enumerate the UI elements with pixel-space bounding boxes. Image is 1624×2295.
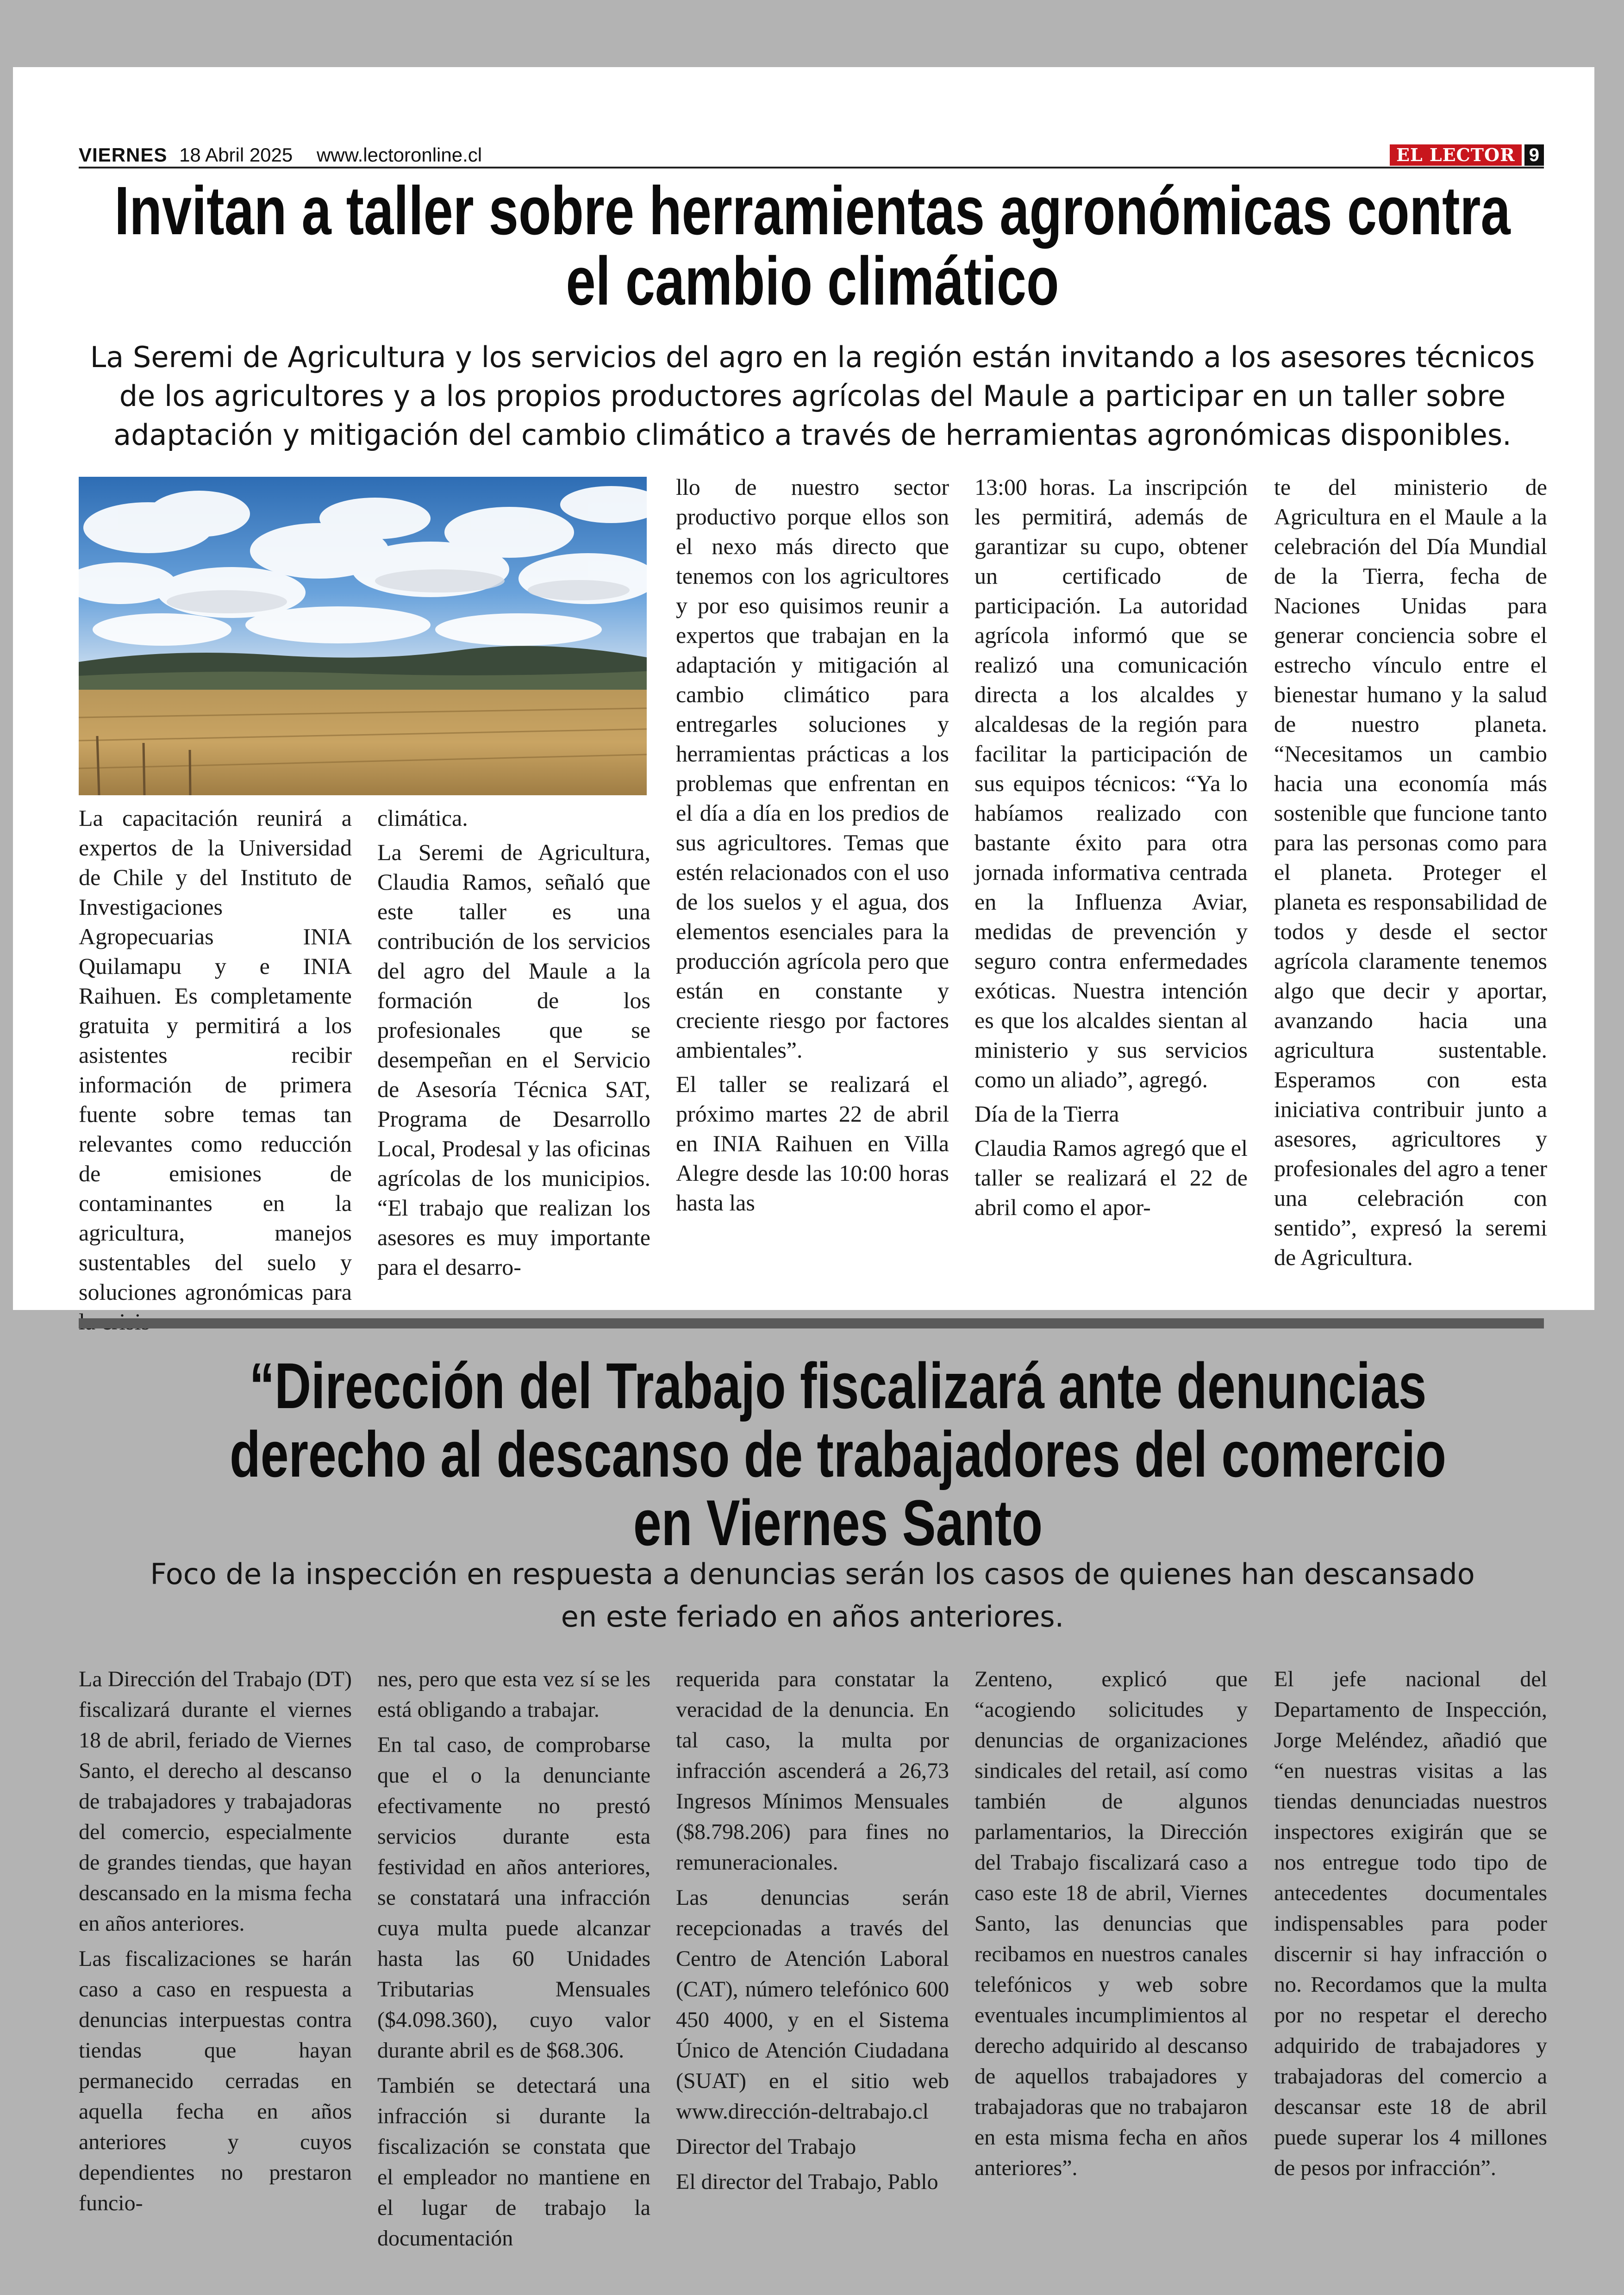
article1-headline — [72, 173, 1553, 319]
newspaper-logo — [1390, 144, 1544, 166]
article2-col3 — [676, 1664, 949, 2197]
article1-col1-para1: La capacitación reunirá a expertos de la Universidad de Chile y del Instituto de Investigaciones Agropecuarias INIA Quilamapu y e INIA Raihuen. Es completamente gratuita y permitirá a los asistentes recibir información de primera fuente sobre temas tan relevantes como reducción de emisiones de contaminantes en la agricultura, manejos sustentables del suelo y soluciones agronómicas para — [79, 805, 352, 1305]
article2-col1-para1: La Dirección del Trabajo (DT) fiscalizará durante el viernes 18 de abril, feriado de Viernes Santo, el derecho al descanso de trabajadores y trabajadoras del comercio, especialmente de grandes tiendas, que hayan descansado en la misma fecha en años anteriores. — [79, 1667, 352, 1936]
article2-headline — [152, 1349, 1524, 1559]
page-folio — [79, 143, 1544, 168]
article1-headline-line2: el cambio climático — [566, 243, 1059, 319]
article1-col3-para1: llo de nuestro sector productivo porque ellos son el nexo más directo que tenemos con los agricultores y por eso quisimos reunir a expertos que trabajan en la adaptación y mitigación al cambio climático para entregarles soluciones y herramientas prácticas a los problemas que enfrentan en el día a día en los predios de sus agricultores. Temas que estén relacionados con el uso de los suelos y el agua, dos elementos esenciales para la producción agrícola pero que están en constante y creciente riesgo por factores ambientales”. — [676, 474, 949, 1063]
article2-headline-line2: derecho al descanso de trabajadores del comercio — [230, 1418, 1446, 1491]
farmland-landscape-image — [79, 477, 647, 795]
article2-col5-para1: El jefe nacional del Departamento de Inspección, Jorge Meléndez, añadió que “en nuestras visitas a las tiendas denunciadas nuestros inspectores exigirán que se nos entregue todo tipo de antecedentes documentales indispensables para poder discernir si hay infracción o no. Recordamos que la multa por no respetar el derecho adquirido de trabajadores y trabajadoras del comercio a descansar este 18 de abril puede superar los 4 millones de pesos por infracción”. — [1274, 1667, 1547, 2180]
article2-col1-para2: Las fiscalizaciones se harán caso a caso en respuesta a denuncias interpuestas contra tiendas que hayan permanecido cerradas en aquella fecha en años anteriores y cuyos dependientes no prestaron funcio- — [79, 1946, 352, 2215]
article2-col3-para3: El director del Trabajo, Pablo — [676, 2170, 938, 2194]
article2-col1 — [79, 1664, 352, 2219]
article2-col3-subhead: Director del Trabajo — [676, 2134, 856, 2159]
section-divider — [79, 1318, 1544, 1328]
article1-col4-subhead: Día de la Tierra — [974, 1101, 1119, 1127]
page-number: 9 — [1524, 144, 1544, 166]
article1-col3 — [676, 472, 949, 1217]
article1-col4-para1: 13:00 horas. La inscripción les permitirá, además de garantizar su cupo, obtener un certificado de participación. La autoridad agrícola informó que se realizó una comunicación directa a los alcaldes y alcaldesas de la región para facilitar la participación de sus equipos técnicos: “Ya lo habíamos realizado con bastante éxito para otra jornada informativa centrada en la Influenza Aviar, medidas de prevención y seguro contra enfermedades exóticas. Nuestra intención es que los alcaldes sientan al ministerio y sus servicios como un aliado”, agregó. — [974, 474, 1248, 1092]
brand-name: EL LECTOR — [1390, 144, 1522, 166]
article1-col3-para2: El taller se realizará el próximo martes 22 de abril en INIA Raihuen en Villa Alegre desde las 10:00 horas hasta las — [676, 1071, 949, 1216]
article2-col2-para1: nes, pero que esta vez sí se les está obligando a trabajar. — [377, 1667, 650, 1722]
article2-headline-line1: “Dirección del Trabajo fiscalizará ante denuncias — [249, 1349, 1427, 1422]
article1-col4 — [974, 472, 1248, 1222]
article1-col1 — [79, 803, 352, 1336]
article2-col4-para1: Zenteno, explicó que “acogiendo solicitudes y denuncias de organizaciones sindicales del retail, así como también de algunos parlamentarios, la Dirección del Trabajo fiscalizará caso a caso este 18 de abril, Viernes Santo, las denuncias que recibamos en nuestros canales telefónicos y web sobre eventuales incumplimientos al derecho adquirido al descanso de aquellos trabajadores y trabajadoras que no trabajaron en esta misma fecha en años anteriores”. — [974, 1667, 1248, 2180]
article1-col5 — [1274, 472, 1547, 1272]
article1-col4-para2: Claudia Ramos agregó que el taller se realizará el 22 de abril como el apor- — [974, 1135, 1248, 1220]
article2-col5 — [1274, 1664, 1547, 2183]
article2-col4 — [974, 1664, 1248, 2183]
article1-col5-para1: te del ministerio de Agricultura en el Maule a la celebración del Día Mundial de la Tierra, fecha de Naciones Unidas para generar conciencia sobre el estrecho vínculo entre el bienestar humano y la salud de nuestro planeta. “Necesitamos un cambio hacia una economía más sostenible que funcione tanto para las personas como para el planeta. Proteger el planeta es responsabilidad de todos y desde el sector agrícola claramente tenemos algo que decir y aportar, avanzando hacia una agricultura sustentable. Esperamos con esta iniciativa contribuir junto a asesores, agricultores y profesionales del agro a tener una celebración con sentido”, expresó la seremi de Agricultura. — [1274, 474, 1547, 1270]
folio-day: VIERNES — [79, 144, 168, 166]
article1-col2-para1: climática. — [377, 805, 468, 831]
article2-col2 — [377, 1664, 650, 2254]
article2-col3-para1: requerida para constatar la veracidad de la denuncia. En tal caso, la multa por infracción ascenderá a 26,73 Ingresos Mínimos Mensuales ($8.798.206) para fines no remuneracionales. — [676, 1667, 949, 1875]
article2-col3-para2: Las denuncias serán recepcionadas a través del Centro de Atención Laboral (CAT), número telefónico 600 450 4000, y en el Sistema Único de Atención Ciudadana (SUAT) en el sitio web www.dirección-deltrabajo.cl — [676, 1885, 949, 2124]
article2-deck: Foco de la inspección en respuesta a denuncias serán los casos de quienes han descansado en este feriado en años anteriores. — [150, 1557, 1475, 1634]
article2-col2-para3: También se detectará una infracción si durante la fiscalización se constata que el empleador no mantiene en el lugar de trabajo la documentación — [377, 2073, 650, 2251]
article2-col2-para2: En tal caso, de comprobarse que el o la denunciante efectivamente no prestó servicios durante esta festividad en años anteriores, se constatará una infracción cuya multa puede alcanzar hasta las 60 Unidades Tributarias Mensuales ($4.098.360), cuyo valor durante abril es de $68.306. — [377, 1733, 650, 2063]
article2-headline-line3: en Viernes Santo — [633, 1486, 1043, 1559]
folio-date: 18 Abril 2025 — [179, 144, 293, 166]
article1-deck: La Seremi de Agricultura y los servicios del agro en la región están invitando a los asesores técnicos de los agricultores y a los propios productores agrícolas del Maule a participar en un taller sobre adaptación y mitigación del cambio climático a través de herramientas agronómicas disponibles. — [90, 340, 1535, 452]
article1-col2-para2: La Seremi de Agricultura, Claudia Ramos, señaló que este taller es una contribución de los servicios del agro del Maule a la formación de los profesionales que se desempeñan en el Servicio de Asesoría Técnica SAT, Programa de Desarrollo Local, Prodesal y las oficinas agrícolas de los municipios. “El trabajo que realizan los asesores es muy importante para el desarro- — [377, 839, 650, 1280]
farmland-photo — [79, 477, 647, 795]
article1-headline-line1: Invitan a taller sobre herramientas agronómicas contra — [114, 173, 1511, 249]
article1-col2 — [377, 803, 650, 1282]
folio-url[interactable]: www.lectoronline.cl — [316, 144, 482, 166]
